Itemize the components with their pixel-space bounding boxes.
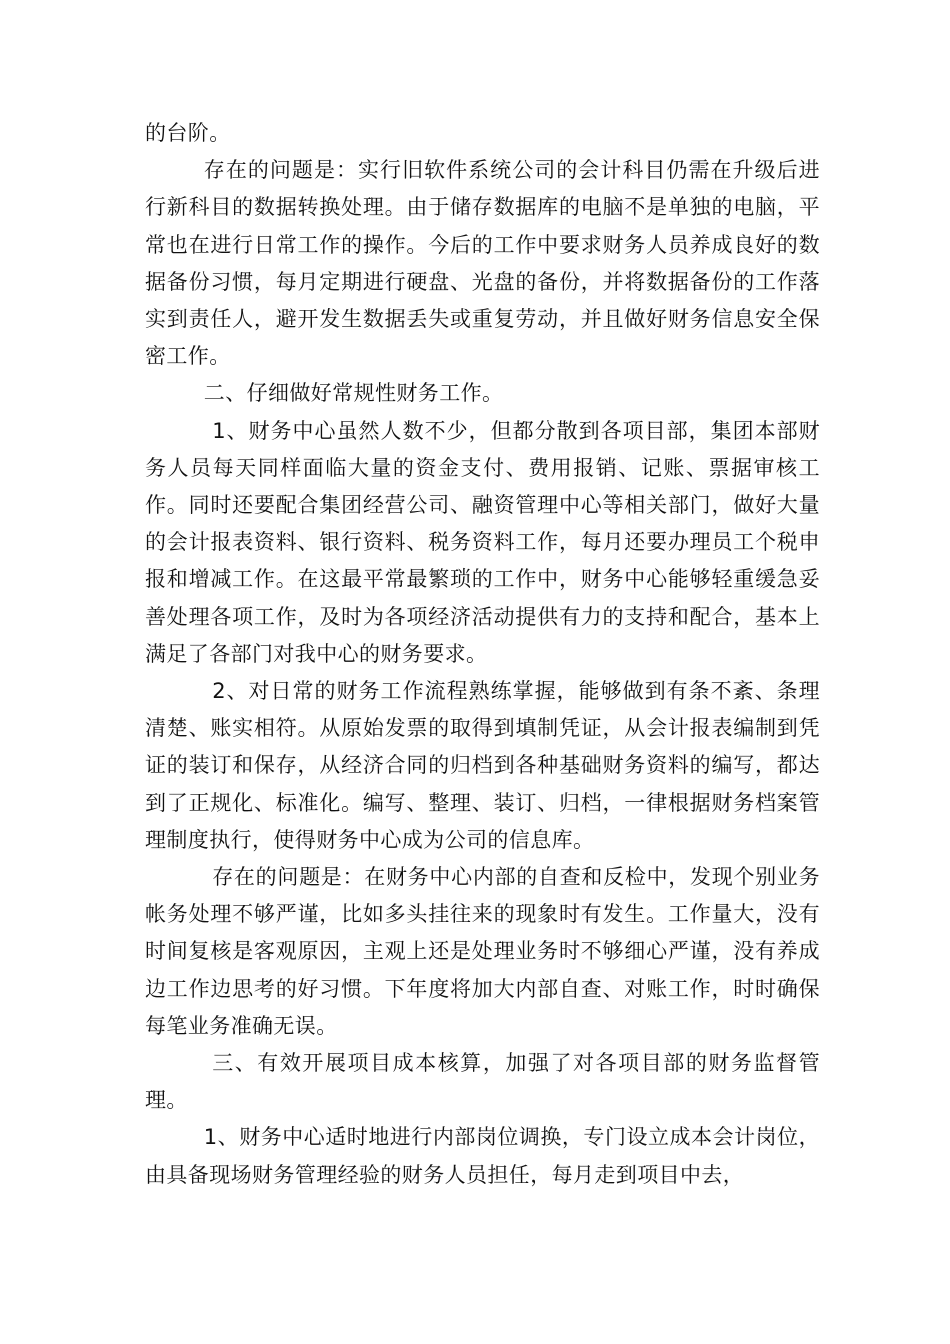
paragraph-problem-2: 存在的问题是：在财务中心内部的自查和反检中，发现个别业务帐务处理不够严谨，比如多头挂往来的现象时有发生。工作量大，没有时间复核是客观原因，主观上还是处理业务时不够细心严谨，没有养成边工作边思考的好习惯。下年度将加大内部自查、对账工作，时时确保每笔业务准确无误。 [145, 865, 820, 1038]
section-heading-3: 三、有效开展项目成本核算，加强了对各项目部的财务监督管理。 [145, 1051, 820, 1113]
paragraph-problem-1: 存在的问题是：实行旧软件系统公司的会计科目仍需在升级后进行新科目的数据转换处理。由于储存数据库的电脑不是单独的电脑，平常也在进行日常工作的操作。今后的工作中要求财务人员养成良好的数据备份习惯，每月定期进行硬盘、光盘的备份，并将数据备份的工作落实到责任人，避开发生数据丢失或重复劳动，并且做好财务信息安全保密工作。 [145, 158, 820, 369]
paragraph-item-1: 1、财务中心虽然人数不少，但都分散到各项目部，集团本部财务人员每天同样面临大量的资金支付、费用报销、记账、票据审核工作。同时还要配合集团经营公司、融资管理中心等相关部门，做好大量的会计报表资料、银行资料、税务资料工作，每月还要办理员工个税申报和增减工作。在这最平常最繁琐的工作中，财务中心能够轻重缓急妥善处理各项工作，及时为各项经济活动提供有力的支持和配合，基本上满足了各部门对我中心的财务要求。 [145, 418, 820, 666]
section-heading-2: 二、仔细做好常规性财务工作。 [203, 381, 504, 406]
document-body [145, 115, 820, 1194]
paragraph-continuation: 的台阶。 [145, 121, 231, 145]
paragraph-item-3-1: 1、财务中心适时地进行内部岗位调换，专门设立成本会计岗位，由具备现场财务管理经验的财务人员担任，每月走到项目中去， [145, 1125, 820, 1187]
paragraph-item-2: 2、对日常的财务工作流程熟练掌握，能够做到有条不紊、条理清楚、账实相符。从原始发票的取得到填制凭证，从会计报表编制到凭证的装订和保存，从经济合同的归档到各种基础财务资料的编写，都达到了正规化、标准化。编写、整理、装订、归档，一律根据财务档案管理制度执行，使得财务中心成为公司的信息库。 [145, 679, 820, 852]
